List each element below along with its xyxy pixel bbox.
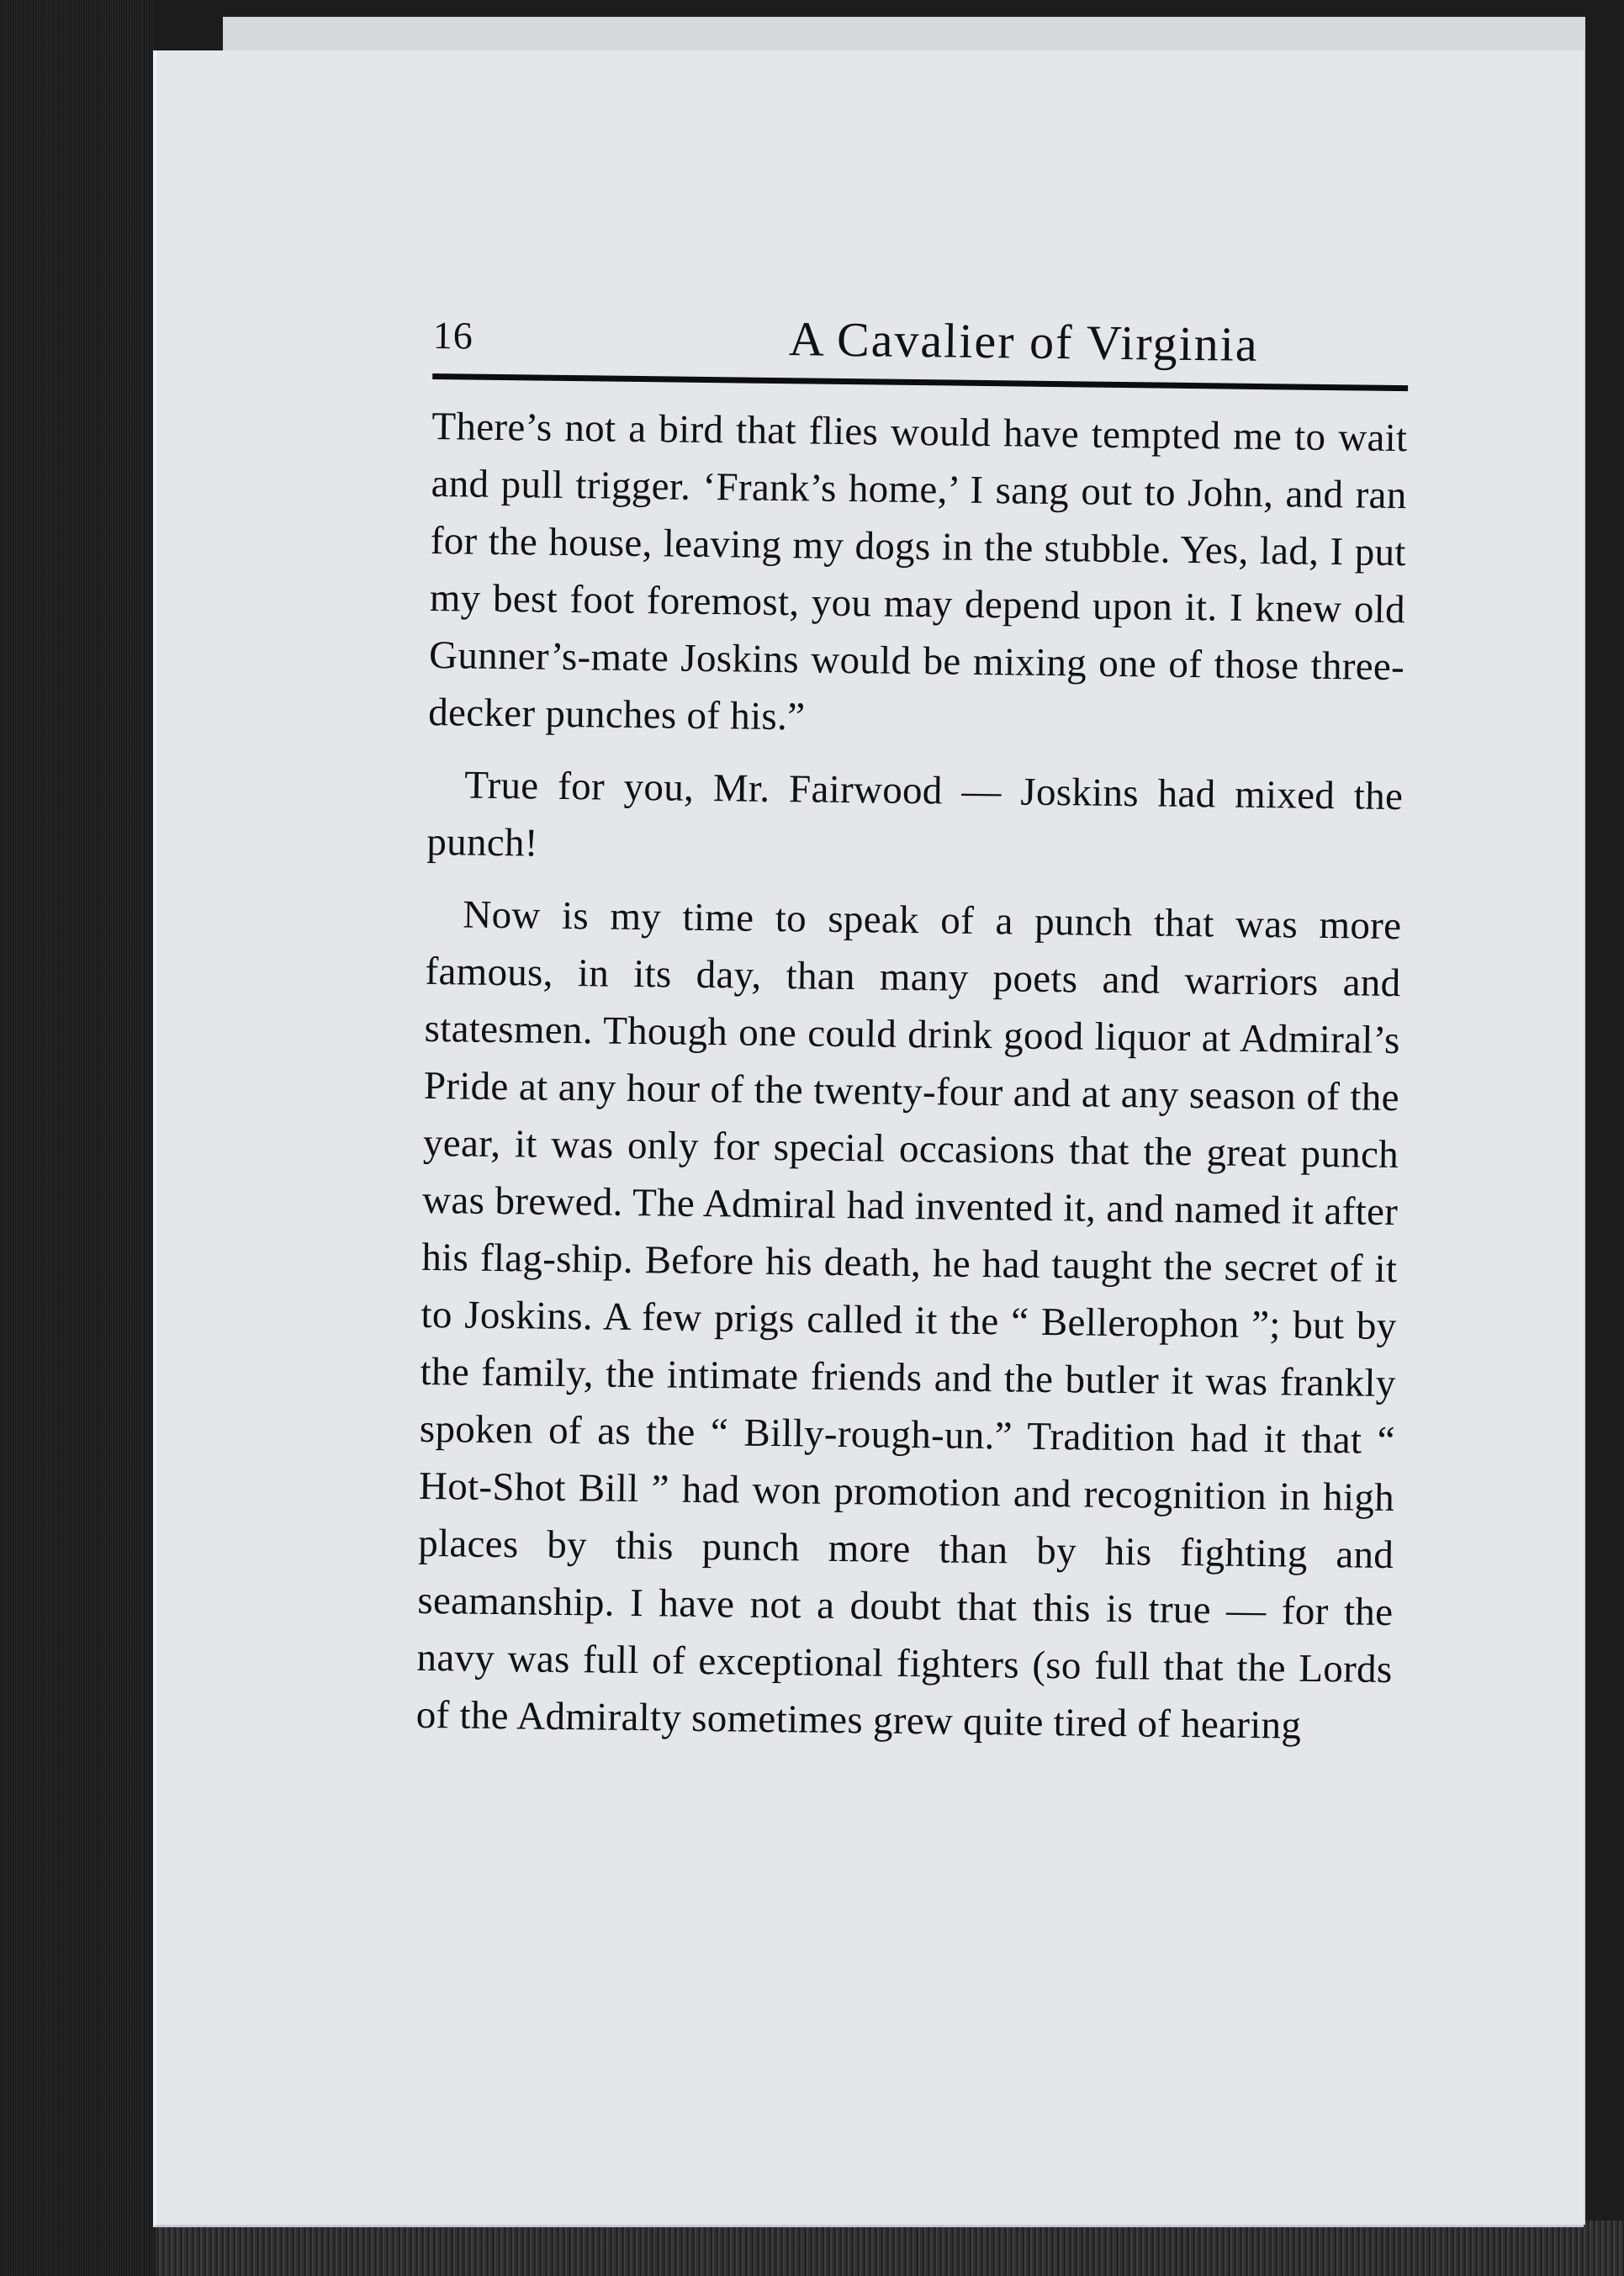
page-content (415, 252, 1616, 1773)
book-binding-bottom (156, 2220, 1624, 2276)
running-head (432, 252, 1616, 372)
paragraph: There’s not a bird that flies would have tempted me to wait and pull trigger. ‘Frank’s home,’ I sang out to John, and ran for the house, leaving my dogs in the stubble. Yes, lad, I put my best foot foremost, you may depend upon it. I knew old Gunner’s-mate Joskins would be mixing one of those three-decker punches of his.” (427, 404, 1408, 739)
book-page (153, 50, 1584, 2227)
body-text (415, 398, 1407, 1755)
paragraph: Now is my time to speak of a punch that was more famous, in its day, than many poets and warriors and statesmen. Though one could drink good liquor at Admiral’s Pride at any hour of the twenty-four and at any season of the year, it was only for special occasions that the great punch was brewed. The Admiral had invented it, and named it after his flag-ship. Before his death, he had taught the secret of it to Joskins. A few prigs called it the “ Bellerophon ”; but by the family, the intimate friends and the butler it was frankly spoken of as the “ Billy-rough-un.” Tradition had it that “ Hot-Shot Bill ” had won promotion and recognition in high places by this punch more than by his fighting and seamanship. I have not a doubt that this is true — for the navy was full of exceptional fighters (so full that the Lords of the Admiralty sometimes grew quite tired of hearing (415, 892, 1402, 1748)
paragraph: True for you, Mr. Fairwood — Joskins had mixed the punch! (426, 763, 1404, 865)
header-rule (432, 373, 1408, 391)
page-number: 16 (432, 313, 474, 357)
running-title: A Cavalier of Virginia (788, 311, 1259, 372)
book-binding-left (0, 0, 156, 2276)
